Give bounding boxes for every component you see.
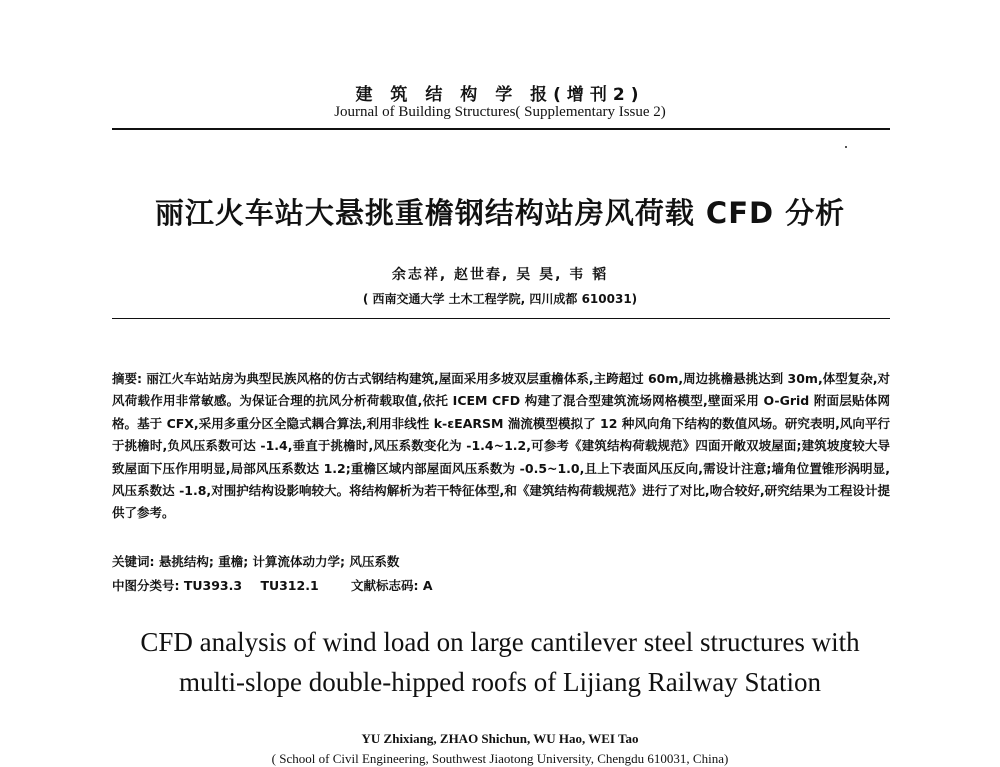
keywords-cn [112,552,890,570]
doc-code-value: A [422,578,433,593]
header-rule [112,128,890,130]
authors-cn: 余志祥, 赵世春, 吴 昊, 韦 韬 [391,267,609,283]
clc-label: 中图分类号: [112,578,180,593]
clc-value-2: TU312.1 [260,578,319,593]
paper-title-cn: 丽江火车站大悬挑重檐钢结构站房风荷载 CFD 分析 [154,196,846,230]
abstract-label: 摘要: [112,371,143,386]
authors-en: YU Zhixiang, ZHAO Shichun, WU Hao, WEI Tao [361,731,639,746]
abstract-cn [112,368,890,525]
affiliation-en: ( School of Civil Engineering, Southwest Jiaotong University, Chengdu 610031, China) [271,751,729,766]
title-rule [112,318,890,319]
clc-value: TU393.3 [183,578,243,593]
classification-line [112,576,890,594]
doc-code-label: 文献标志码: [351,578,419,593]
journal-name-en: Journal of Building Structures( Supplementary Issue 2) [334,104,666,120]
title-en-line-2: multi-slope double-hipped roofs of Lijiang Railway Station [179,667,821,697]
title-en-line-1: CFD analysis of wind load on large cantilever steel structures with [140,627,860,657]
keywords-text: 悬挑结构; 重檐; 计算流体动力学; 风压系数 [158,554,400,569]
scan-speck [845,146,847,148]
affiliation-cn: ( 西南交通大学 土木工程学院, 四川成都 610031) [362,292,638,306]
journal-name-cn: 建 筑 结 构 学 报(增刊2) [355,85,645,105]
keywords-label: 关键词: [112,554,155,569]
paper-title-en [0,622,1000,702]
abstract-text: 丽江火车站站房为典型民族风格的仿古式钢结构建筑,屋面采用多坡双层重檐体系,主跨超过 60m,周边挑檐悬挑达到 30m,体型复杂,对风荷载作用非常敏感。为保证合理的抗风分析荷载取值,依托 ICEM CFD 构建了混合型建筑流场网格模型,壁面采用 O-Grid 附面层贴体网格。基于 CFX,采用多重分区全隐式耦合算法,利用非线性 k-εEARSM 湍流模型模拟了 12 种风向角下结构的数值风场。研究表明,风向平行于挑檐时,负风压系数可达 -1.4,垂直于挑檐时,风压系数变化为 -1.4~1.2,可参考《建筑结构荷载规范》四面开敞双坡屋面;建筑坡度较大导致屋面下压作用明显,局部风压系数达 1.2;重檐区域内部屋面风压系数为 -0.5~1.0,且上下表面风压反向,需设计注意;墙角位置锥形涡明显,风压系数达 -1.8,对围护结构设影响较大。将结构解析为若干特征体型,和《建筑结构荷载规范》进行了对比,吻合较好,研究结果为工程设计提供了参考。 [112,371,890,521]
